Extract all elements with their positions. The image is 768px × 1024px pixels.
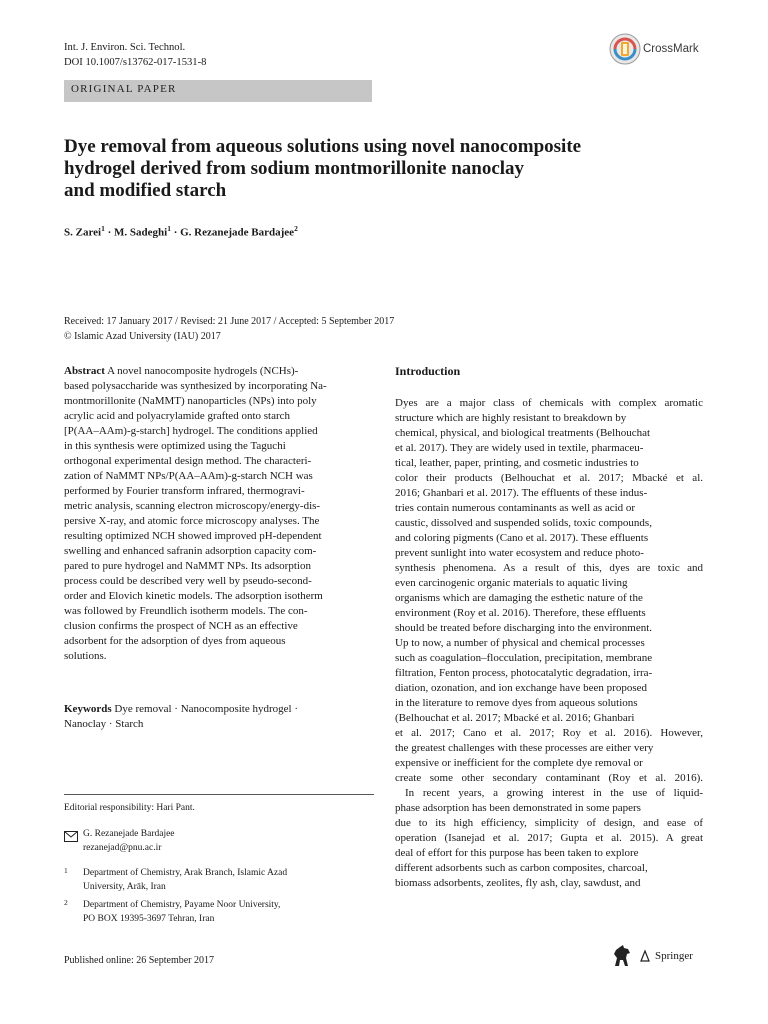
introduction-line: should be treated before discharging into the environment.: [395, 622, 653, 634]
abstract-line: [64, 634, 374, 649]
introduction-line: biomass adsorbents, zeolites, fly ash, clay, sawdust, and: [395, 877, 641, 889]
doi[interactable]: DOI 10.1007/s13762-017-1531-8: [64, 57, 207, 68]
introduction-line: (Belhouchat et al. 2017; Mbacké et al. 2016; Ghanbari: [395, 712, 635, 724]
introduction-line: due to its high efficiency, simplicity of design, and ease of: [395, 817, 703, 829]
introduction-heading: Introduction: [395, 364, 461, 378]
keywords-list: Dye removal · Nanocomposite hydrogel ·: [114, 703, 299, 715]
abstract-text: [P(AA–AAm)-g-starch] hydrogel. The conditions applied: [64, 425, 318, 437]
introduction-line: tries contain numerous contaminants as well as acid or: [395, 502, 636, 514]
affiliation-line: Department of Chemistry, Payame Noor University,: [83, 900, 281, 910]
introduction-line: environment (Roy et al. 2016). Therefore, these effluents: [395, 607, 646, 619]
editorial-note: Editorial responsibility: Hari Pant.: [64, 803, 195, 813]
article-type: ORIGINAL PAPER: [71, 83, 177, 95]
corresponding-author-email[interactable]: rezanejad@pnu.ac.ir: [83, 842, 162, 853]
affiliation-1: [83, 867, 287, 894]
abstract-line: [64, 649, 374, 664]
envelope-icon: [64, 829, 78, 840]
abstract-line: [64, 454, 374, 469]
author-name[interactable]: M. Sadeghi: [114, 226, 168, 239]
introduction-line: In recent years, a growing interest in the use of liquid-: [405, 787, 703, 799]
author-separator: ·: [170, 226, 181, 239]
introduction-line: in the literature to remove dyes from aqueous solutions: [395, 697, 638, 709]
introduction-line: diation, ozonation, and ion exchange have been proposed: [395, 682, 648, 694]
affiliation-number: 1: [64, 866, 68, 875]
article-type-banner: [64, 80, 372, 102]
abstract-text: pared to pure hydrogel and NaMMT NPs. Its adsorption: [64, 560, 311, 572]
publisher-name: Springer: [655, 950, 693, 962]
title-line: hydrogel derived from sodium montmorillonite nanoclay: [64, 158, 525, 179]
introduction-line: color their products (Belhouchat et al. 2017; Mbacké et al.: [395, 472, 703, 484]
history-dates: Received: 17 January 2017 / Revised: 21 June 2017 / Accepted: 5 September 2017: [64, 316, 395, 327]
introduction-line: Dyes are a major class of chemicals with complex aromatic: [395, 397, 703, 409]
abstract-label: Abstract: [64, 365, 105, 377]
abstract-text: metric analysis, scanning electron microscopy/energy-dis-: [64, 500, 321, 512]
introduction-line: structure which are highly resistant to breakdown by: [395, 412, 627, 424]
footnote-divider: [64, 794, 374, 795]
abstract-line: [64, 469, 374, 484]
abstract-text: montmorillonite (NaMMT) nanoparticles (NPs) into poly: [64, 395, 317, 407]
abstract-text: swelling and enhanced safranin adsorption capacity com-: [64, 545, 317, 557]
journal-header: [64, 40, 206, 70]
keywords: [64, 702, 374, 732]
author-affiliation-ref: 1: [101, 224, 105, 233]
abstract-line: [64, 379, 374, 394]
crossmark-icon: [609, 33, 641, 65]
introduction-line: deal of effort for this purpose has been taken to explore: [395, 847, 639, 859]
introduction-line: organisms which are damaging the esthetic nature of the: [395, 592, 643, 604]
introduction-line: et al. 2017). They are widely used in textile, pharmaceu-: [395, 442, 644, 454]
keywords-label: Keywords: [64, 703, 112, 715]
abstract-line: [64, 604, 374, 619]
author-name[interactable]: S. Zarei: [64, 226, 102, 239]
introduction-body: [395, 396, 703, 891]
abstract-line: [64, 439, 374, 454]
abstract-line: [64, 589, 374, 604]
abstract-text: solutions.: [64, 650, 107, 662]
affiliation-2: [83, 899, 280, 926]
affiliation-line: University, Arāk, Iran: [83, 881, 166, 892]
abstract-text: adsorbent for the adsorption of dyes from aqueous: [64, 635, 286, 647]
title-line: and modified starch: [64, 180, 227, 201]
introduction-line: caustic, dissolved and suspended solids, toxic compounds,: [395, 517, 652, 529]
abstract-line: [64, 619, 374, 634]
affiliation-line: PO BOX 19395-3697 Tehran, Iran: [83, 913, 215, 924]
author-affiliation-ref: 1: [167, 224, 171, 233]
abstract-line: [64, 424, 374, 439]
abstract-text: based polysaccharide was synthesized by incorporating Na-: [64, 380, 327, 392]
abstract-line: [64, 499, 374, 514]
article-title: [64, 136, 704, 202]
journal-name: Int. J. Environ. Sci. Technol.: [64, 42, 186, 53]
author-affiliation-ref: 2: [294, 224, 298, 233]
introduction-line: et al. 2017; Cano et al. 2017; Roy et al. 2016). However,: [395, 727, 703, 739]
introduction-line: the greatest challenges with these processes are either very: [395, 742, 654, 754]
keywords-list: Nanoclay · Starch: [64, 718, 144, 730]
abstract-text: zation of NaMMT NPs/P(AA–AAm)-g-starch NCH was: [64, 470, 313, 482]
abstract-line: [64, 544, 374, 559]
abstract-text: in this synthesis were optimized using the Taguchi: [64, 440, 286, 452]
introduction-line: filtration, Fenton process, photocatalytic degradation, irra-: [395, 667, 653, 679]
introduction-line: even carcinogenic organic materials to aquatic living: [395, 577, 628, 589]
abstract-line: [64, 529, 374, 544]
introduction-line: different adsorbents such as carbon composites, charcoal,: [395, 862, 648, 874]
crossmark-label: CrossMark: [643, 43, 699, 55]
corresponding-author: [83, 828, 175, 855]
abstract-line: [64, 574, 374, 589]
publisher-logo: [611, 944, 693, 968]
abstract: [64, 364, 374, 664]
introduction-line: phase adsorption has been demonstrated in some papers: [395, 802, 641, 814]
corresponding-author-name: G. Rezanejade Bardajee: [83, 829, 175, 839]
author-list: [64, 224, 298, 239]
introduction-line: create some other secondary contaminant (Roy et al. 2016).: [395, 772, 703, 784]
abstract-text: order and Elovich kinetic models. The adsorption isotherm: [64, 590, 323, 602]
crossmark-badge[interactable]: [609, 32, 705, 66]
copyright-line: © Islamic Azad University (IAU) 2017: [64, 331, 221, 342]
abstract-text: performed by Fourier transform infrared, thermogravi-: [64, 485, 305, 497]
introduction-line: Up to now, a number of physical and chemical processes: [395, 637, 645, 649]
abstract-text: resulting optimized NCH showed improved pH-dependent: [64, 530, 322, 542]
introduction-line: 2016; Ghanbari et al. 2017). The effluents of these indus-: [395, 487, 648, 499]
abstract-text: was followed by Freundlich isotherm models. The con-: [64, 605, 308, 617]
abstract-line: [64, 484, 374, 499]
article-dates: [64, 314, 394, 344]
affiliation-line: Department of Chemistry, Arak Branch, Islamic Azad: [83, 868, 288, 878]
author-separator: ·: [104, 226, 114, 239]
abstract-line: [64, 514, 374, 529]
abstract-text: A novel nanocomposite hydrogels (NCHs)-: [107, 365, 299, 377]
abstract-line: [64, 364, 374, 379]
abstract-text: acrylic acid and polyacrylamide grafted onto starch: [64, 410, 291, 422]
introduction-line: and coloring pigments (Cano et al. 2017). These effluents: [395, 532, 649, 544]
abstract-line: [64, 409, 374, 424]
abstract-text: orthogonal experimental design method. The characteri-: [64, 455, 312, 467]
title-line: Dye removal from aqueous solutions using novel nanocomposite: [64, 136, 582, 157]
introduction-line: expensive or inefficient for the complete dye removal or: [395, 757, 643, 769]
abstract-text: clusion confirms the prospect of NCH as an effective: [64, 620, 298, 632]
introduction-line: such as coagulation–flocculation, precipitation, membrane: [395, 652, 653, 664]
published-date: Published online: 26 September 2017: [64, 955, 214, 966]
author-name[interactable]: G. Rezanejade Bardajee: [180, 226, 295, 239]
abstract-line: [64, 559, 374, 574]
springer-mark-icon: [639, 949, 651, 963]
affiliation-number: 2: [64, 898, 68, 907]
springer-horse-icon: [611, 944, 633, 968]
introduction-line: operation (Isanejad et al. 2017; Gupta et al. 2015). A great: [395, 832, 703, 844]
introduction-line: tical, leather, paper, printing, and cosmetic industries to: [395, 457, 639, 469]
introduction-line: chemical, physical, and biological treatments (Belhouchat: [395, 427, 651, 439]
abstract-text: persive X-ray, and atomic force microscopy analyses. The: [64, 515, 320, 527]
abstract-text: process could be described very well by pseudo-second-: [64, 575, 312, 587]
introduction-line: synthesis phenomena. As a result of this, dyes are toxic and: [395, 562, 703, 574]
abstract-line: [64, 394, 374, 409]
introduction-line: prevent sunlight into water ecosystem and reduce photo-: [395, 547, 644, 559]
